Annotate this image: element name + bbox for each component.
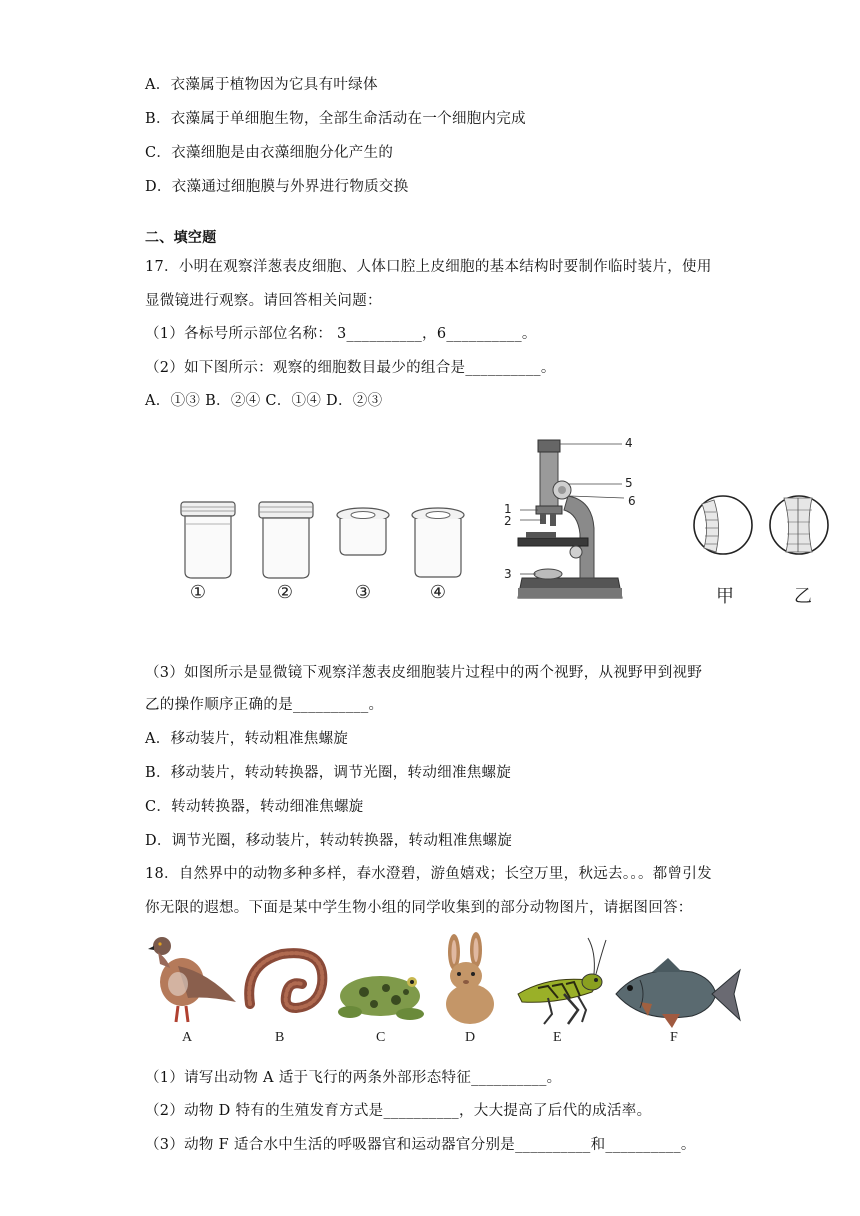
q18-sub2: （2）动物 D 特有的生殖发育方式是__________，大大提高了后代的成活率。 [145,1103,652,1119]
grasshopper-icon [508,938,608,1026]
q16-option-d: D．衣藻通过细胞膜与外界进行物质交换 [145,179,409,195]
q17-sub3-line2: 乙的操作顺序正确的是__________。 [145,697,384,713]
view-yi-icon [768,494,830,556]
view-jia-icon [692,494,754,556]
q17-sub1: （1）各标号所示部位名称： 3__________，6__________。 [145,326,537,342]
q17-sub3-option-c: C．转动转换器，转动细准焦螺旋 [145,799,364,815]
lens-label-3: ③ [354,582,372,603]
frog-icon [334,966,426,1024]
lens-label-4: ④ [429,582,447,603]
lens-label-1: ① [189,582,207,603]
q18-stem-line2: 你无限的遐想。下面是某中学生物小组的同学收集到的部分动物图片，请据图回答： [145,900,693,916]
lens-1-icon [180,500,236,580]
microscope-label-2: 2 [504,514,512,528]
microscope-icon [510,438,630,600]
q16-option-a: A．衣藻属于植物因为它具有叶绿体 [145,77,378,93]
animal-label-b: B [275,1030,285,1045]
view-label-jia: 甲 [716,586,734,607]
lens-2-icon [258,500,314,580]
lens-label-2: ② [276,582,294,603]
rabbit-icon [434,934,504,1026]
q18-stem-line1: 18．自然界中的动物多种多样，春水澄碧，游鱼嬉戏；长空万里，秋远去。。。都曾引发 [145,866,712,882]
animal-label-c: C [376,1030,386,1045]
pigeon-icon [148,932,238,1024]
lens-4-icon [411,507,465,579]
view-label-yi: 乙 [794,586,812,607]
microscope-label-6: 6 [628,494,636,508]
q17-stem-line2: 显微镜进行观察。请回答相关问题： [145,293,382,309]
animal-label-d: D [465,1030,476,1045]
microscope-label-1: 1 [504,502,512,516]
animal-label-f: F [670,1030,678,1045]
q16-option-c: C．衣藻细胞是由衣藻细胞分化产生的 [145,145,394,161]
q17-sub3-option-b: B．移动装片，转动转换器，调节光圈，转动细准焦螺旋 [145,765,512,781]
q17-sub3-option-d: D．调节光圈，移动装片，转动转换器，转动粗准焦螺旋 [145,833,513,849]
earthworm-icon [242,944,330,1024]
q17-sub3-option-a: A．移动装片，转动粗准焦螺旋 [145,731,349,747]
fish-icon [612,958,742,1030]
animal-label-e: E [553,1030,562,1045]
section-title: 二、填空题 [145,230,217,246]
animal-label-a: A [182,1030,193,1045]
q17-sub2: （2）如下图所示：观察的细胞数目最少的组合是__________。 [145,360,556,376]
q17-stem-line1: 17．小明在观察洋葱表皮细胞、人体口腔上皮细胞的基本结构时要制作临时装片，使用 [145,259,712,275]
q18-sub1: （1）请写出动物 A 适于飞行的两条外部形态特征__________。 [145,1070,562,1086]
q16-option-b: B．衣藻属于单细胞生物，全部生命活动在一个细胞内完成 [145,111,526,127]
q17-sub3-line1: （3）如图所示是显微镜下观察洋葱表皮细胞装片过程中的两个视野，从视野甲到视野 [145,665,703,681]
q17-sub2-options: A．①③ B．②④ C．①④ D．②③ [145,393,383,409]
q18-sub3: （3）动物 F 适合水中生活的呼吸器官和运动器官分别是__________和__________。 [145,1137,696,1153]
lens-3-icon [336,507,390,557]
microscope-label-4: 4 [625,436,633,450]
microscope-label-3: 3 [504,567,512,581]
microscope-label-5: 5 [625,476,633,490]
